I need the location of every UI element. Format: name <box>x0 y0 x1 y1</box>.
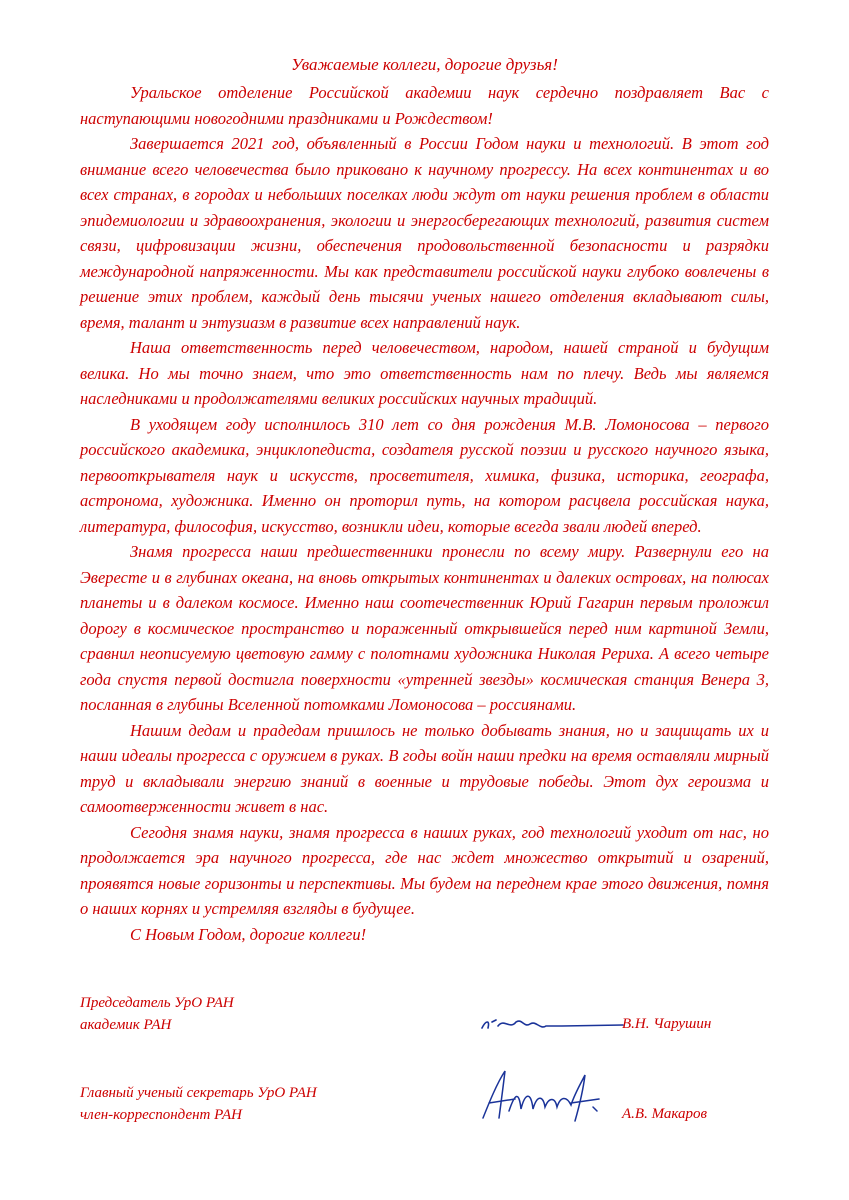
signatory-chairman-position <box>80 992 234 1036</box>
paragraph-lomonosov: В уходящем году исполнилось 310 лет со дня рождения М.В. Ломоносова – первого российского академика, энциклопедиста, создателя русской поэзии и русского научного языка, первооткрывателя наук и искусств, просветителя, химика, физика, историка, географа, астронома, художника. Именно он проторил путь, на котором расцвела российская наука, литература, философия, искусство, возникли идеи, которые всегда звали людей вперед. <box>80 414 769 536</box>
paragraph-today: Сегодня знамя науки, знамя прогресса в наших руках, год технологий уходит от нас, но продолжается эра научного прогресса, где нас ждет множество открытий и озарений, проявятся новые горизонты и перспективы. Мы будем на переднем крае этого движения, помня о наших корнях и устремляя взгляды в будущее. <box>80 822 769 918</box>
paragraph-banner-of-progress: Знамя прогресса наши предшественники пронесли по всему миру. Развернули его на Эвересте и в глубинах океана, на вновь открытых континентах и далеких островах, на полюсах планеты и в далеком космосе. Именно наш соотечественник Юрий Гагарин первым проложил дорогу в космическое пространство и пораженный открывшейся перед ним картиной Земли, сравнил неописуемую цветовую гамму с полотнами художника Николая Рериха. А всего четыре года спустя первой достигла поверхности «утренней звезды» космическая станция Венера 3, посланная в глубины Вселенной потомками Ломоносова – россиянами. <box>80 542 769 714</box>
signatory-rank-line: академик РАН <box>80 1017 172 1033</box>
paragraph-year-of-science: Завершается 2021 год, объявленный в России Годом науки и технологий. В этот год внимание всего человечества было приковано к научному прогрессу. На всех континентах и во всех странах, в городах и небольших поселках люди ждут от науки решения проблем в области эпидемиологии и здравоохранения, экологии и энергосберегающих технологий, развития систем связи, цифровизации жизни, обеспечения продовольственной безопасности и разрядки международной напряженности. Мы как представители российской науки глубоко вовлечены в решение этих проблем, каждый день тысячи ученых нашего отделения вкладывают силы, время, талант и энтузиазм в развитие всех направлений наук. <box>80 134 769 332</box>
paragraph-responsibility: Наша ответственность перед человечеством, народом, нашей страной и будущим велика. Но мы точно знаем, что это ответственность нам по плечу. Ведь мы являемся наследниками и продолжателями великих российских научных традиций. <box>80 338 769 408</box>
signatory-secretary-position <box>80 1082 317 1126</box>
paragraph-congratulations: Уральское отделение Российской академии наук сердечно поздравляет Вас с наступающими новогодними праздниками и Рождеством! <box>80 83 769 128</box>
signatory-rank-line: член-корреспондент РАН <box>80 1107 242 1123</box>
signatory-position-line: Главный ученый секретарь УрО РАН <box>80 1085 317 1101</box>
signatory-position-line: Председатель УрО РАН <box>80 995 234 1011</box>
paragraph-new-year-wish: С Новым Годом, дорогие коллеги! <box>130 924 367 944</box>
letter-greeting: Уважаемые коллеги, дорогие друзья! <box>291 55 558 74</box>
signatory-secretary-name: А.В. Макаров <box>622 1106 708 1122</box>
chairman-handwritten-signature <box>478 1010 628 1040</box>
signatory-chairman-name: В.Н. Чарушин <box>622 1016 712 1032</box>
paragraph-ancestors: Нашим дедам и прадедам пришлось не только добывать знания, но и защищать их и наши идеалы прогресса с оружием в руках. В годы войн наши предки на время оставляли мирный труд и вкладывали энергию знаний в военные и трудовые победы. Этот дух героизма и самоотверженности живет в нас. <box>80 720 769 816</box>
letter-body <box>80 80 769 947</box>
secretary-handwritten-signature <box>475 1063 620 1128</box>
